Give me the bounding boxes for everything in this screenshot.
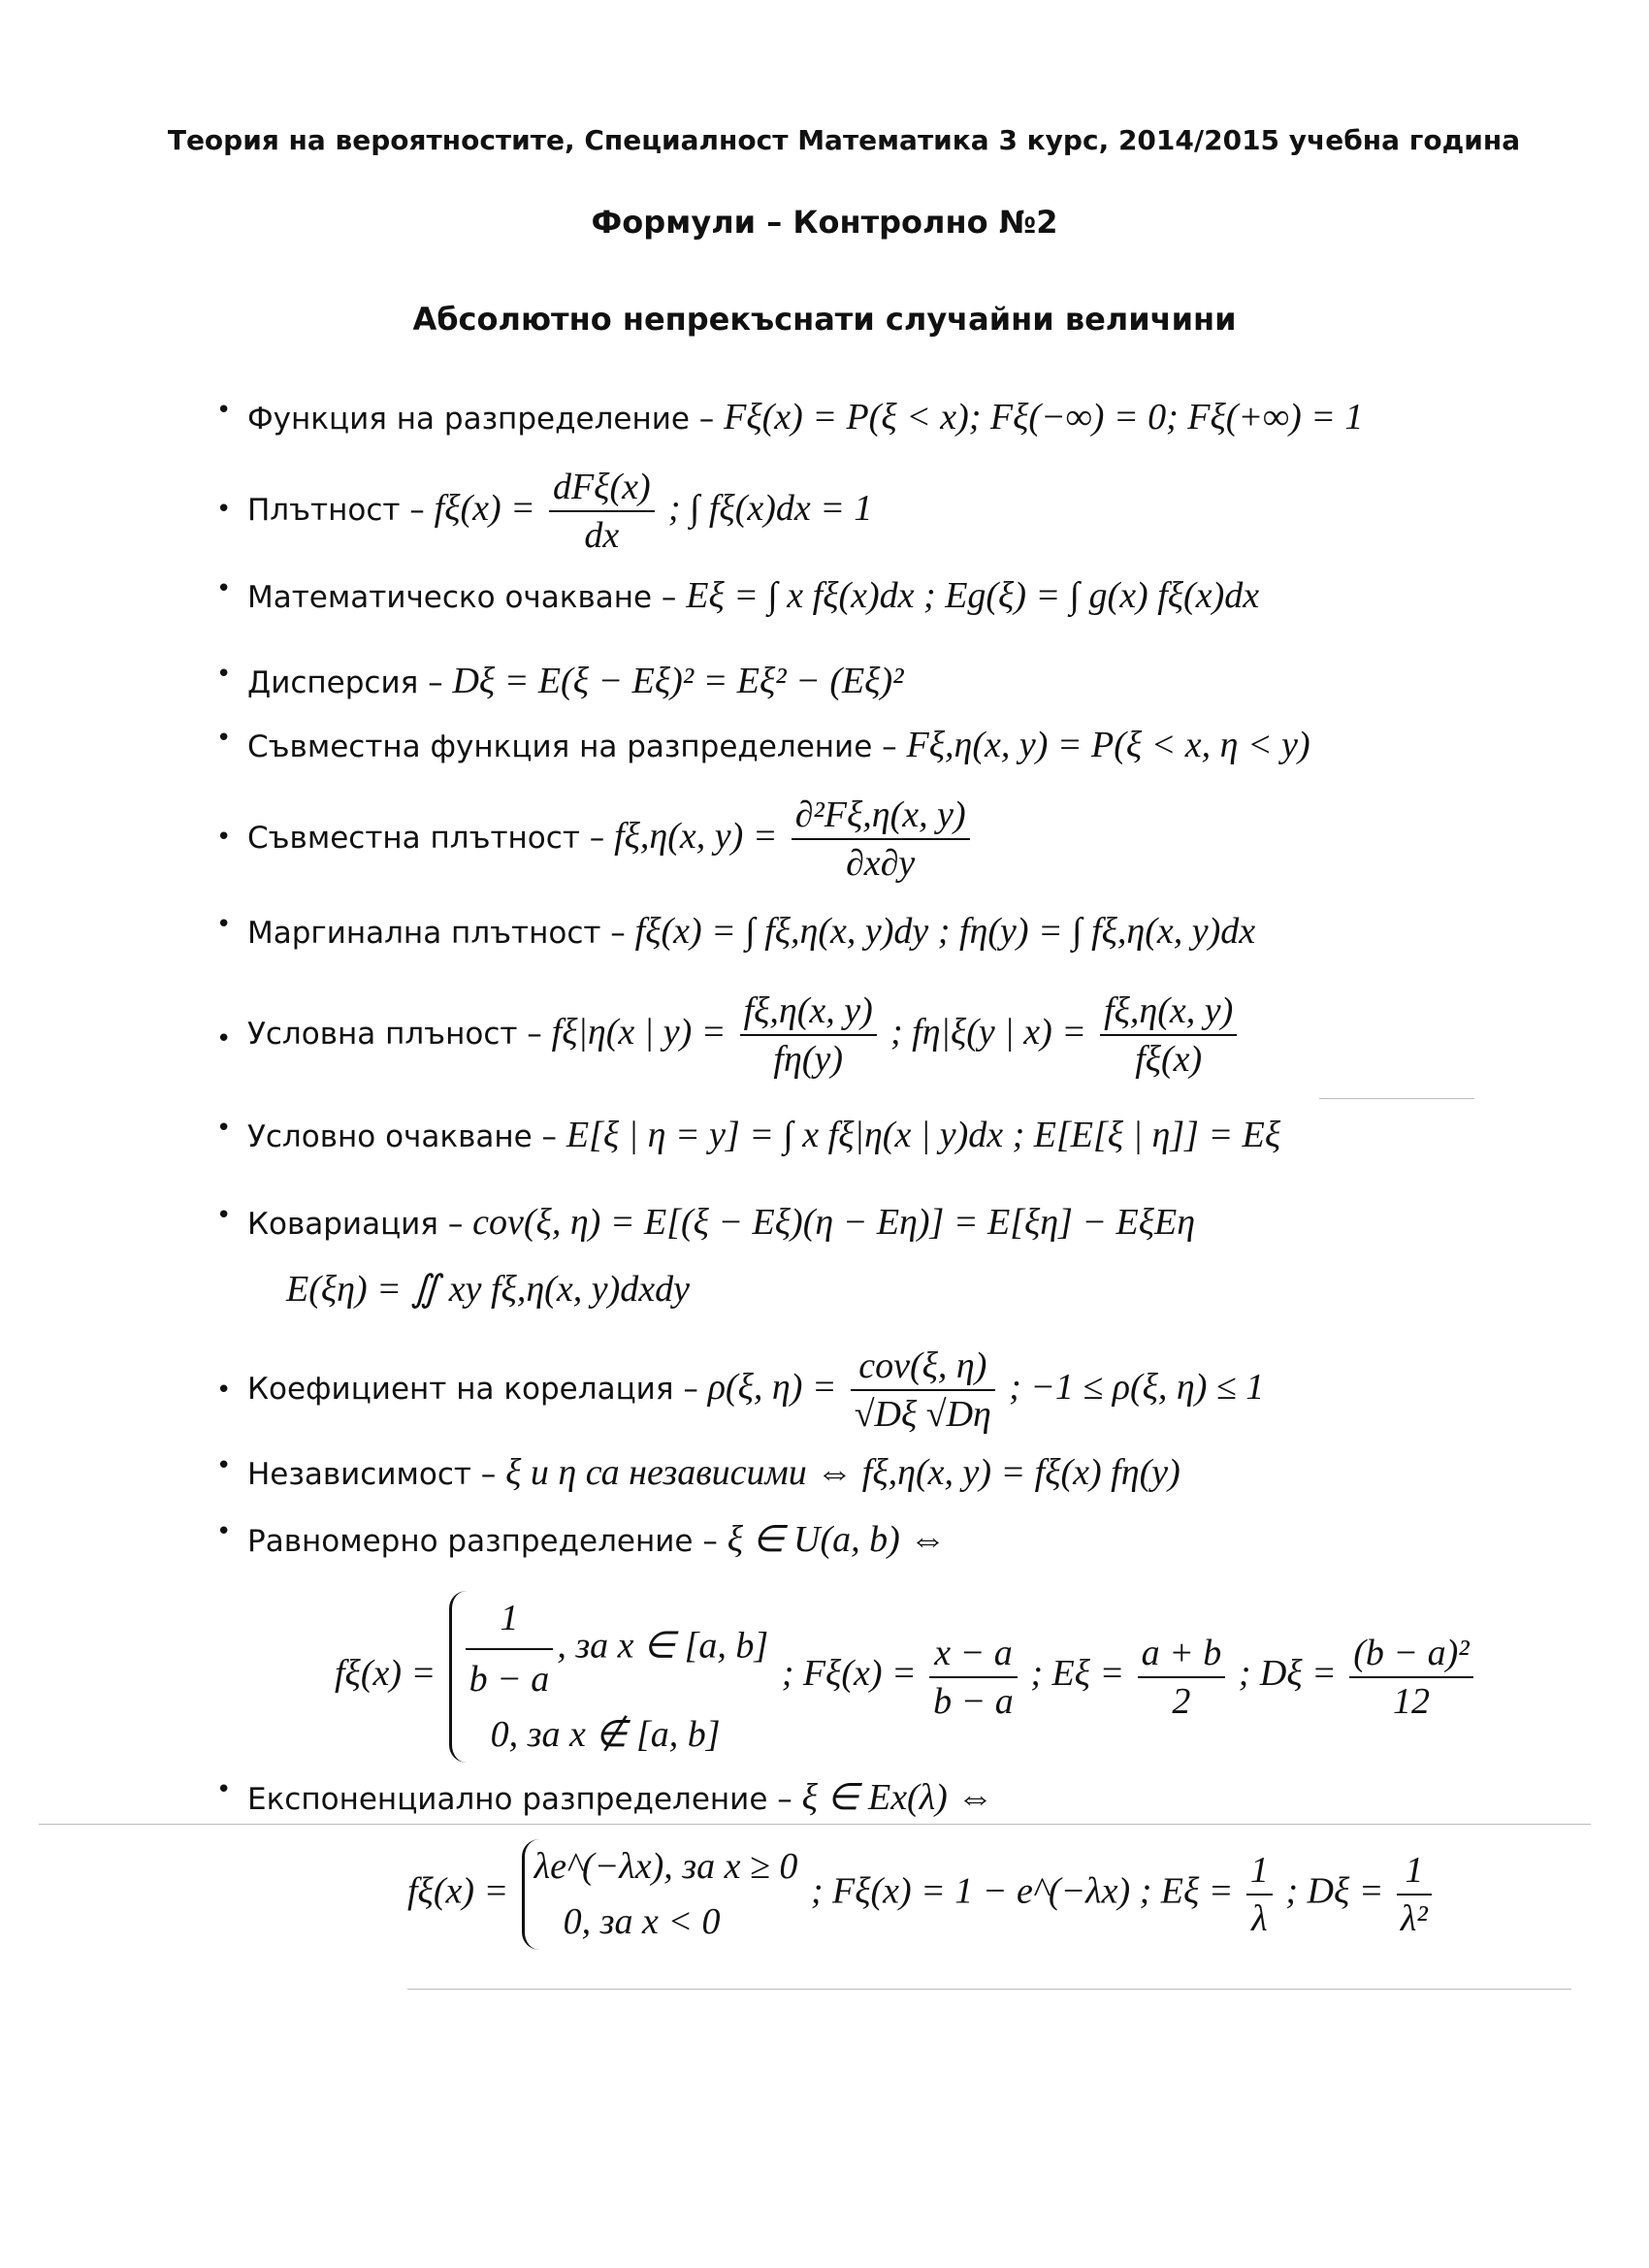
bullet: • [216, 396, 232, 425]
uniform-cdf-pre: ; Fξ(x) = [781, 1653, 917, 1695]
uniform-formulas [335, 1591, 1477, 1763]
formula-item-independence [216, 1451, 1591, 1494]
fraction-numerator: 1 [466, 1591, 554, 1650]
fraction [1349, 1632, 1472, 1723]
item-label: Плътност – [247, 493, 435, 528]
fraction [549, 466, 655, 557]
fraction-denominator: fη(y) [773, 1039, 843, 1080]
fraction-numerator: fξ,η(x, y) [740, 989, 877, 1036]
bullet: • [216, 495, 232, 524]
item-formula-mid: ; fη|ξ(y | x) = [889, 1012, 1086, 1053]
fraction-numerator: cov(ξ, η) [851, 1345, 995, 1391]
item-formula: ξ ∈ Ex(λ) ⇔ [801, 1777, 994, 1818]
item-label: Маргинална плътност – [247, 916, 635, 951]
formula-item-correlation [216, 1345, 1591, 1436]
bullet: • [216, 910, 232, 939]
fraction-numerator: ∂²Fξ,η(x, y) [792, 794, 970, 840]
fraction [792, 794, 970, 885]
item-label: Коефициент на корелация – [247, 1372, 708, 1407]
uniform-case-1 [462, 1591, 769, 1707]
uniform-case-1-cond: , за x ∈ [a, b] [557, 1625, 769, 1667]
fraction-denominator: fξ(x) [1135, 1039, 1203, 1080]
uniform-case-2: 0, за x ∉ [a, b] [490, 1714, 721, 1755]
item-formula: ξ ∈ U(a, b) ⇔ [727, 1519, 947, 1560]
bullet: • [216, 1517, 232, 1546]
item-formula: fξ(x) = ∫ fξ,η(x, y)dy ; fη(y) = ∫ fξ,η(x, y)dx [634, 911, 1256, 952]
fraction [851, 1345, 995, 1436]
item-formula: Fξ,η(x, y) = P(ξ < x, η < y) [906, 725, 1310, 765]
item-formula: E[ξ | η = y] = ∫ x fξ|η(x | y)dx ; E[E[ξ | η]] = Eξ [566, 1115, 1281, 1155]
item-label: Съвместна плътност – [247, 821, 615, 856]
bullet: • [216, 574, 232, 603]
item-formula: Eξ = ∫ x fξ(x)dx ; Eg(ξ) = ∫ g(x) fξ(x)dx [686, 575, 1260, 616]
course-header: Теория на вероятностите, Специалност Математика 3 курс, 2014/2015 учебна година [167, 124, 1521, 156]
item-formula-pre: fξ(x) = [434, 488, 535, 529]
exponential-case-2: 0, за x < 0 [563, 1901, 721, 1942]
item-label: Независимост – [247, 1457, 506, 1492]
fraction [1246, 1849, 1273, 1940]
bullet: • [216, 823, 232, 852]
item-formula-post: ; −1 ≤ ρ(ξ, η) ≤ 1 [1009, 1367, 1265, 1408]
exponential-mean-pre: ; Eξ = [1139, 1870, 1234, 1912]
exponential-formulas [407, 1839, 1436, 1950]
item-formula-pre: ρ(ξ, η) = [707, 1367, 837, 1408]
fraction-numerator: x − a [929, 1632, 1018, 1678]
item-formula: cov(ξ, η) = E[(ξ − Eξ)(η − Eη)] = E[ξη] − EξEη [472, 1202, 1196, 1243]
page-title: Формули – Контролно №2 [591, 204, 1058, 241]
item-formula-pre: fξ|η(x | y) = [551, 1012, 727, 1053]
fraction-denominator: b − a [469, 1659, 550, 1700]
uniform-pdf-lhs: fξ(x) = [335, 1653, 436, 1695]
exponential-var-pre: ; Dξ = [1285, 1870, 1384, 1912]
uniform-cases [449, 1591, 769, 1763]
uniform-mean-pre: ; Eξ = [1030, 1653, 1125, 1695]
item-formula: Dξ = E(ξ − Eξ)² = Eξ² − (Eξ)² [452, 661, 904, 701]
formula-item-marginal-density [216, 910, 1591, 953]
formula-item-density [216, 466, 1591, 557]
covariance-second-line: E(ξη) = ∬ xy fξ,η(x, y)dxdy [286, 1269, 690, 1310]
formula-item-variance [216, 660, 1591, 702]
fraction [466, 1591, 554, 1707]
exponential-cases [522, 1839, 798, 1950]
fraction [1397, 1849, 1432, 1940]
fraction [740, 989, 877, 1081]
item-formula: Fξ(x) = P(ξ < x); Fξ(−∞) = 0; Fξ(+∞) = 1 [724, 397, 1364, 437]
item-label: Ковариация – [247, 1207, 473, 1242]
item-label: Равномерно разпределение – [247, 1524, 728, 1559]
bullet: • [216, 660, 232, 689]
fraction-denominator: √Dξ √Dη [854, 1394, 991, 1435]
fraction-numerator: a + b [1138, 1632, 1226, 1678]
bullet: • [216, 1451, 232, 1480]
fraction-denominator: 2 [1172, 1680, 1191, 1722]
formula-item-covariance [216, 1201, 1591, 1244]
fraction-numerator: dFξ(x) [549, 466, 655, 512]
item-label: Експоненциално разпределение – [247, 1782, 802, 1817]
scan-artifact-line [39, 1824, 1591, 1825]
exponential-case-1: λe^(−λx), за x ≥ 0 [534, 1846, 798, 1887]
fraction-denominator: b − a [933, 1680, 1014, 1722]
section-heading: Абсолютно непрекъснати случайни величини [412, 301, 1237, 338]
formula-item-joint-density [216, 794, 1591, 885]
item-label: Математическо очакване – [247, 580, 687, 615]
formula-item-conditional-density [216, 989, 1591, 1081]
bullet: • [216, 1024, 232, 1053]
item-formula: ξ и η са независими ⇔ fξ,η(x, y) = fξ(x) fη(y) [505, 1452, 1180, 1493]
fraction-numerator: fξ,η(x, y) [1100, 989, 1237, 1036]
fraction-numerator: 1 [1246, 1849, 1273, 1895]
item-label: Условно очакване – [247, 1119, 566, 1154]
item-label: Съвместна функция на разпределение – [247, 729, 907, 764]
formula-item-distribution-function [216, 396, 1591, 438]
formula-item-expectation [216, 574, 1591, 617]
exponential-pdf-lhs: fξ(x) = [407, 1870, 509, 1912]
bullet: • [216, 1114, 232, 1143]
bullet: • [216, 724, 232, 753]
fraction-denominator: λ [1251, 1898, 1268, 1939]
bullet: • [216, 1376, 232, 1405]
uniform-var-pre: ; Dξ = [1238, 1653, 1337, 1695]
item-formula-post: ; ∫ fξ(x)dx = 1 [667, 488, 873, 529]
bullet: • [216, 1775, 232, 1804]
fraction-denominator: dx [584, 515, 620, 556]
bullet: • [216, 1201, 232, 1230]
scan-artifact-line [1319, 1098, 1474, 1099]
fraction-numerator: (b − a)² [1349, 1632, 1472, 1678]
fraction-numerator: 1 [1397, 1849, 1432, 1895]
fraction-denominator: ∂x∂y [846, 843, 916, 884]
formula-item-conditional-expectation [216, 1114, 1591, 1156]
fraction [929, 1632, 1018, 1723]
fraction-denominator: λ² [1400, 1898, 1428, 1939]
item-label: Функция на разпределение – [247, 402, 725, 437]
formula-item-exponential [216, 1775, 1591, 1819]
fraction-denominator: 12 [1392, 1680, 1430, 1722]
fraction [1100, 989, 1237, 1081]
item-label: Условна плъност – [247, 1017, 552, 1052]
formula-item-joint-distribution [216, 724, 1591, 766]
formula-item-uniform [216, 1517, 1591, 1561]
item-label: Дисперсия – [247, 665, 453, 700]
fraction [1138, 1632, 1226, 1723]
item-formula-pre: fξ,η(x, y) = [614, 816, 778, 857]
exponential-cdf: ; Fξ(x) = 1 − e^(−λx) [810, 1870, 1131, 1912]
scan-artifact-line [407, 1989, 1571, 1990]
